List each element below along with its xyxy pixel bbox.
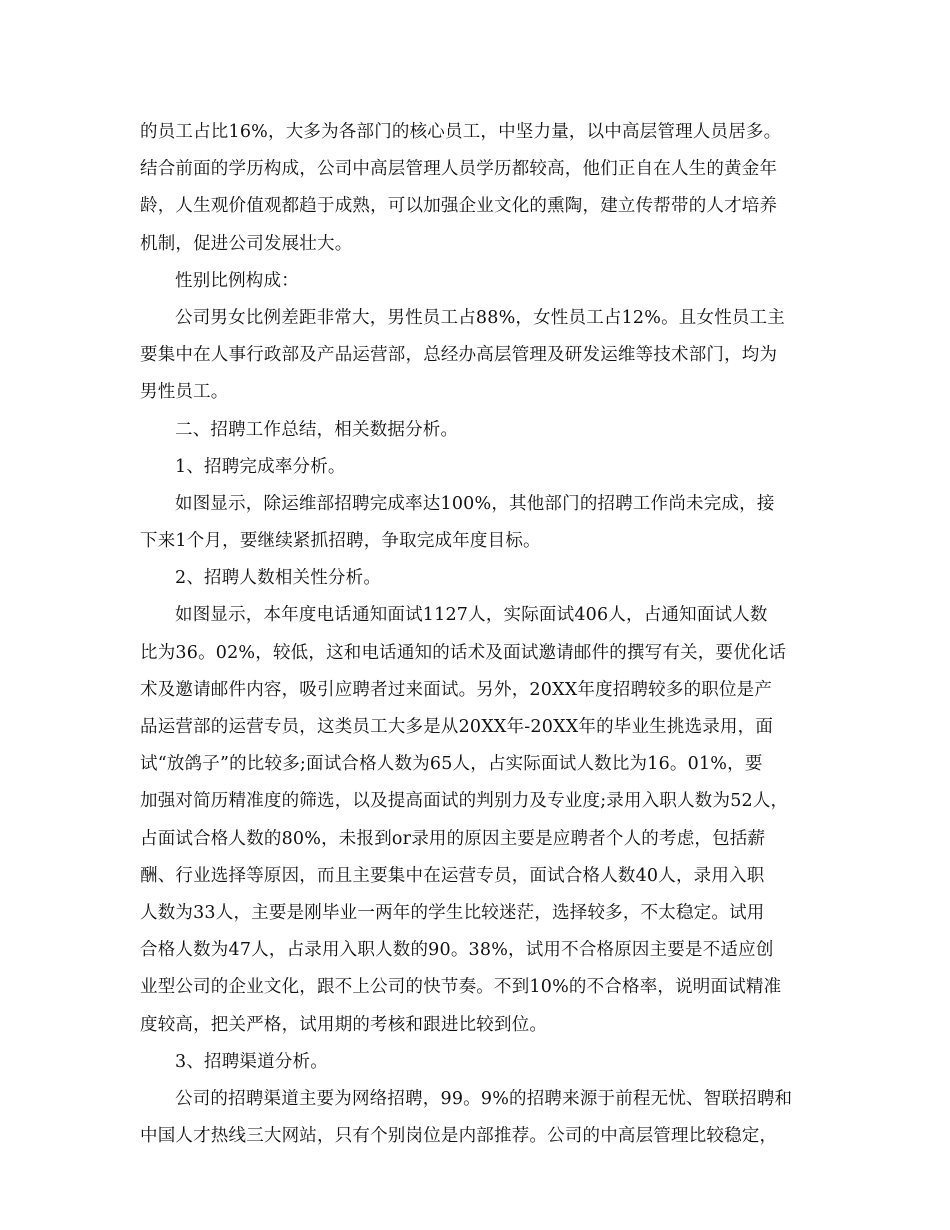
text-line: 如图显示，除运维部招聘完成率达100%，其他部门的招聘工作尚未完成，接 bbox=[175, 493, 775, 514]
text-line: 3、招聘渠道分析。 bbox=[175, 1051, 328, 1072]
text-line: 公司男女比例差距非常大，男性员工占88%，女性员工占12%。且女性员工主 bbox=[175, 307, 785, 328]
text-line: 龄，人生观价值观都趋于成熟，可以加强企业文化的熏陶，建立传帮带的人才培养 bbox=[140, 196, 778, 217]
text-line: 下来1个月，要继续紧抓招聘，争取完成年度目标。 bbox=[140, 531, 541, 552]
text-line: 要集中在人事行政部及产品运营部，总经办高层管理及研发运维等技术部门，均为 bbox=[140, 345, 778, 366]
text-line: 业型公司的企业文化，跟不上公司的快节奏。不到10%的不合格率，说明面试精准 bbox=[140, 977, 782, 998]
text-line: 男性员工。 bbox=[140, 382, 229, 403]
text-line: 的员工占比16%，大多为各部门的核心员工，中坚力量，以中高层管理人员居多。 bbox=[140, 122, 782, 142]
text-line: 2、招聘人数相关性分析。 bbox=[175, 568, 382, 589]
text-line: 术及邀请邮件内容，吸引应聘者过来面试。另外，20XX年度招聘较多的职位是产 bbox=[140, 679, 773, 700]
text-line: 如图显示，本年度电话通知面试1127人，实际面试406人，占通知面试人数 bbox=[175, 605, 768, 626]
text-line: 人数为33人，主要是刚毕业一两年的学生比较迷茫，选择较多，不太稳定。试用 bbox=[140, 902, 765, 923]
document-body bbox=[140, 114, 824, 1155]
text-line: 公司的招聘渠道主要为网络招聘，99。9%的招聘来源于前程无忧、智联招聘和 bbox=[175, 1088, 793, 1109]
text-line: 结合前面的学历构成，公司中高层管理人员学历都较高，他们正自在人生的黄金年 bbox=[140, 159, 778, 180]
text-line: 中国人才热线三大网站，只有个别岗位是内部推荐。公司的中高层管理比较稳定， bbox=[140, 1126, 778, 1147]
text-line: 试“放鸽子”的比较多;面试合格人数为65人，占实际面试人数比为16。01%，要 bbox=[140, 754, 763, 775]
text-line: 品运营部的运营专员，这类员工大多是从20XX年-20XX年的毕业生挑选录用，面 bbox=[140, 717, 774, 737]
text-line: 二、招聘工作总结，相关数据分析。 bbox=[175, 419, 459, 440]
text-line: 占面试合格人数的80%，未报到or录用的原因主要是应聘者个人的考虑，包括薪 bbox=[140, 828, 766, 849]
text-line: 比为36。02%，较低，这和电话通知的话术及面试邀请邮件的撰写有关，要优化话 bbox=[140, 642, 787, 663]
text-line: 酬、行业选择等原因，而且主要集中在运营专员，面试合格人数40人，录用入职 bbox=[140, 865, 765, 886]
text-line: 度较高，把关严格，试用期的考核和跟进比较到位。 bbox=[140, 1014, 548, 1035]
text-line: 合格人数为47人，占录用入职人数的90。38%，试用不合格原因主要是不适应创 bbox=[140, 940, 774, 961]
text-line: 机制，促进公司发展壮大。 bbox=[140, 233, 353, 254]
text-line: 1、招聘完成率分析。 bbox=[175, 456, 346, 477]
text-line: 加强对简历精准度的筛选，以及提高面试的判别力及专业度;录用入职人数为52人， bbox=[140, 791, 789, 812]
text-line: 性别比例构成： bbox=[175, 270, 299, 291]
